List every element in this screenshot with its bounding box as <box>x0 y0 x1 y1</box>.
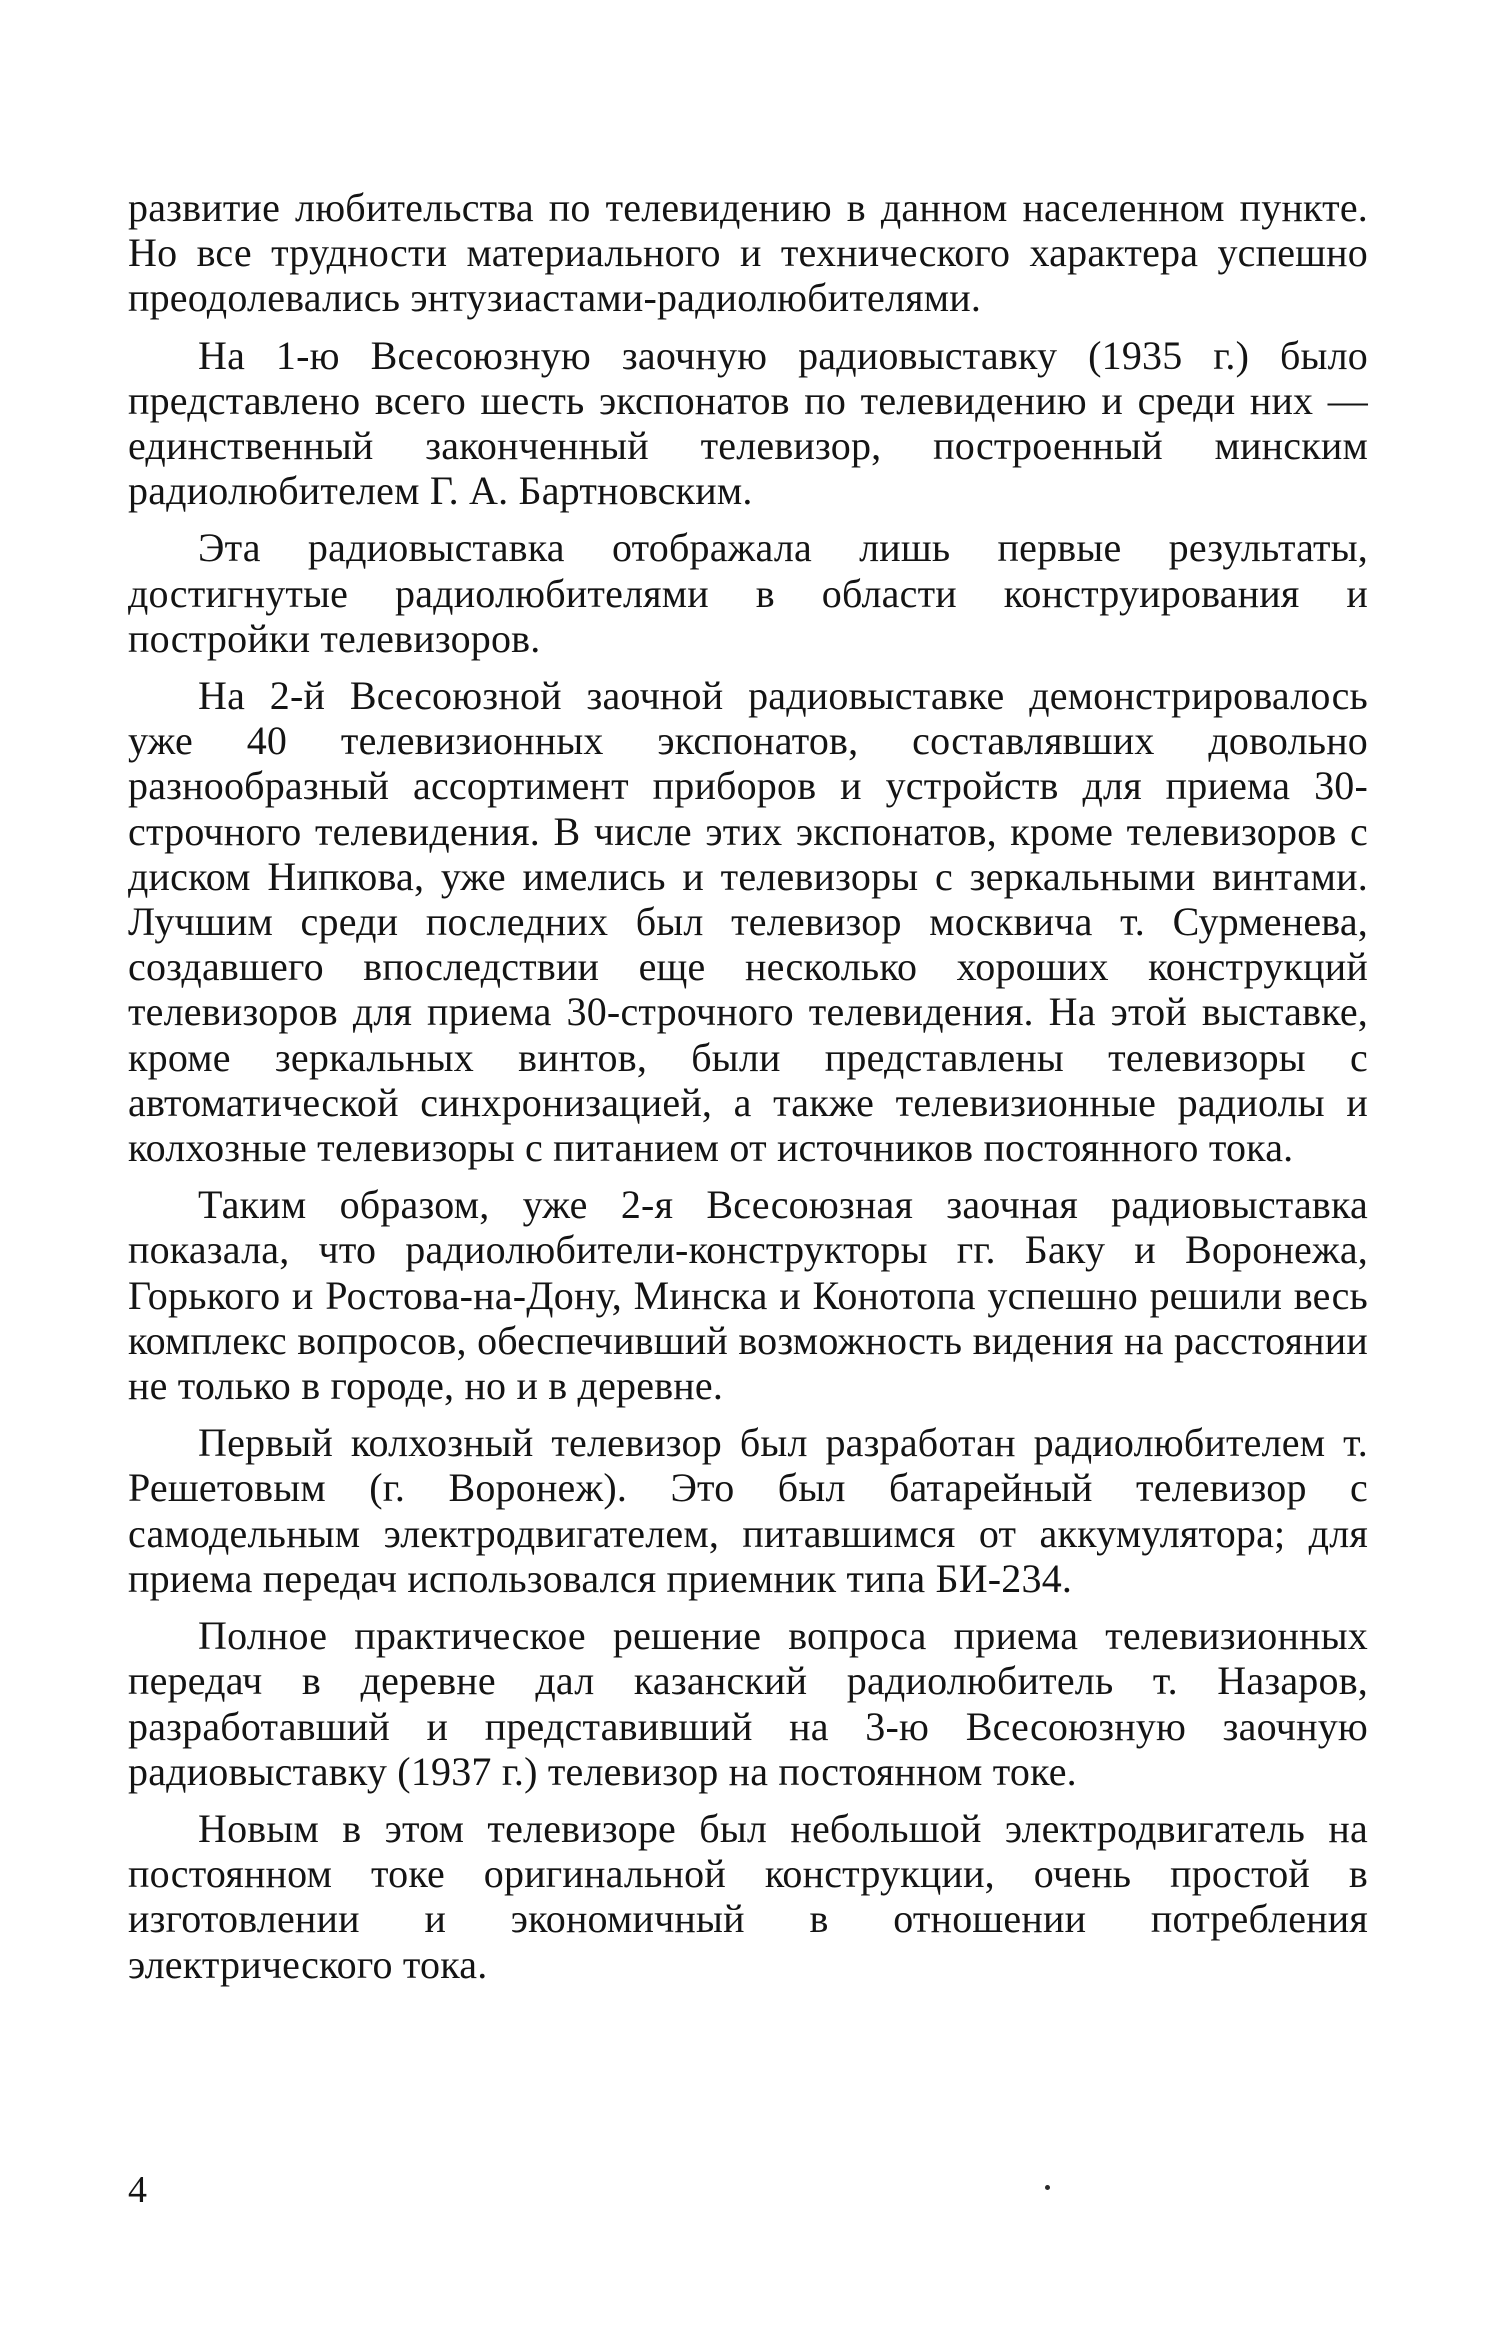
paragraph-1: развитие любительства по телевидению в данном населенном пункте. Но все трудности материального и технического характера успешно преодолевались энтузиастами-радиолюбителями. <box>128 185 1368 321</box>
paragraph-6: Первый колхозный телевизор был разработан радиолюбителем т. Решетовым (г. Воронеж). Это был батарейный телевизор с самодельным электродвигателем, питавшимся от аккумулятора; для приема передач использовался приемник типа БИ-234. <box>128 1420 1368 1601</box>
paragraph-7: Полное практическое решение вопроса приема телевизионных передач в деревне дал казанский радиолюбитель т. Назаров, разработавший и представивший на 3-ю Всесоюзную заочную радиовыставку (1937 г.) телевизор на постоянном токе. <box>128 1613 1368 1794</box>
page-number: 4 <box>128 2169 147 2211</box>
paragraph-4: На 2-й Всесоюзной заочной радиовыставке демонстрировалось уже 40 телевизионных экспонатов, составлявших довольно разнообразный ассортимент приборов и устройств для приема 30-строчного телевидения. В числе этих экспонатов, кроме телевизоров с диском Нипкова, уже имелись и телевизоры с зеркальными винтами. Лучшим среди последних был телевизор москвича т. Сурменева, создавшего впоследствии еще несколько хороших конструкций телевизоров для приема 30-строчного телевидения. На этой выставке, кроме зеркальных винтов, были представлены телевизоры с автоматической синхронизацией, а также телевизионные радиолы и колхозные телевизоры с питанием от источников постоянного тока. <box>128 673 1368 1171</box>
paragraph-8: Новым в этом телевизоре был небольшой электродвигатель на постоянном токе оригинальной конструкции, очень простой в изготовлении и экономичный в отношении потребления электрического тока. <box>128 1805 1368 1987</box>
paragraph-3: Эта радиовыставка отображала лишь первые результаты, достигнутые радиолюбителями в области конструирования и постройки телевизоров. <box>128 525 1368 661</box>
ink-speck <box>1045 2185 1050 2190</box>
text-column <box>128 185 1368 1999</box>
paragraph-5: Таким образом, уже 2-я Всесоюзная заочная радиовыставка показала, что радиолюбители-конструкторы гг. Баку и Воронежа, Горького и Ростова-на-Дону, Минска и Конотопа успешно решили весь комплекс вопросов, обеспечивший возможность видения на расстоянии не только в городе, но и в деревне. <box>128 1182 1368 1409</box>
paragraph-2: На 1-ю Всесоюзную заочную радиовыставку (1935 г.) было представлено всего шесть экспонатов по телевидению и среди них — единственный законченный телевизор, построенный минским радиолюбителем Г. А. Бартновским. <box>128 332 1368 514</box>
